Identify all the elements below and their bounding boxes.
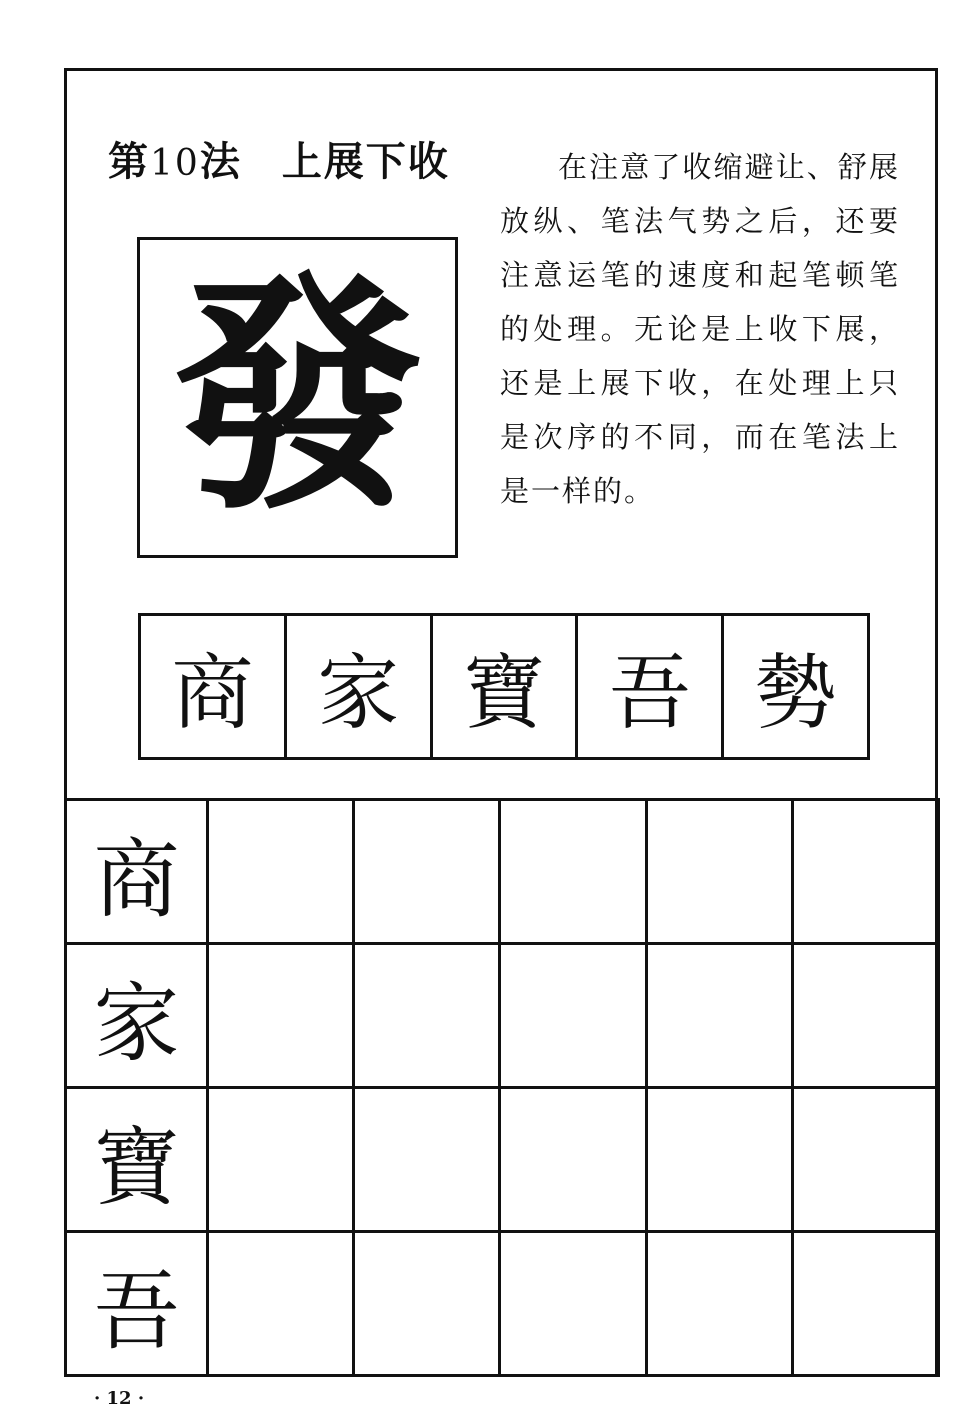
practice-cell [501, 801, 647, 945]
practice-cell [355, 1089, 501, 1233]
practice-grid [64, 798, 940, 1377]
heading-number: 10 [150, 143, 200, 184]
example-cell: 寶 [433, 616, 579, 757]
practice-cell [648, 1089, 794, 1233]
practice-cell [209, 801, 355, 945]
lesson-heading [108, 130, 450, 187]
practice-model-char: 寶 [64, 1089, 209, 1233]
practice-cell [794, 1233, 940, 1377]
example-strip [138, 613, 870, 760]
heading-title: 上展下收 [281, 139, 450, 185]
practice-model-char: 吾 [64, 1233, 209, 1377]
practice-cell [794, 1089, 940, 1233]
practice-cell [648, 1233, 794, 1377]
lesson-paragraph: 在注意了收缩避让、舒展放纵、笔法气势之后，还要注意运笔的速度和起笔顿笔的处理。无论是上收下展，还是上展下收，在处理上只是次序的不同，而在笔法上是一样的。 [500, 150, 900, 508]
practice-cell [648, 801, 794, 945]
practice-cell [501, 1089, 647, 1233]
practice-cell [209, 1089, 355, 1233]
heading-prefix: 第 [108, 139, 150, 185]
practice-cell [355, 801, 501, 945]
example-cell: 商 [141, 616, 287, 757]
example-cell: 家 [287, 616, 433, 757]
example-cell: 勢 [754, 646, 837, 741]
practice-cell [648, 945, 794, 1089]
practice-cell [501, 1233, 647, 1377]
practice-cell [501, 945, 647, 1089]
practice-cell [355, 945, 501, 1089]
heading-suffix: 法 [199, 139, 242, 185]
practice-cell [355, 1233, 501, 1377]
feature-character-box [137, 237, 458, 558]
practice-cell [209, 945, 355, 1089]
practice-model-char: 家 [64, 945, 209, 1089]
page-number: · 12 · [94, 1388, 145, 1409]
feature-character: 發 [172, 251, 423, 543]
practice-cell [794, 945, 940, 1089]
practice-model-char: 商 [64, 801, 209, 945]
example-cell: 吾 [578, 616, 724, 757]
practice-cell [794, 801, 940, 945]
practice-cell [209, 1233, 355, 1377]
